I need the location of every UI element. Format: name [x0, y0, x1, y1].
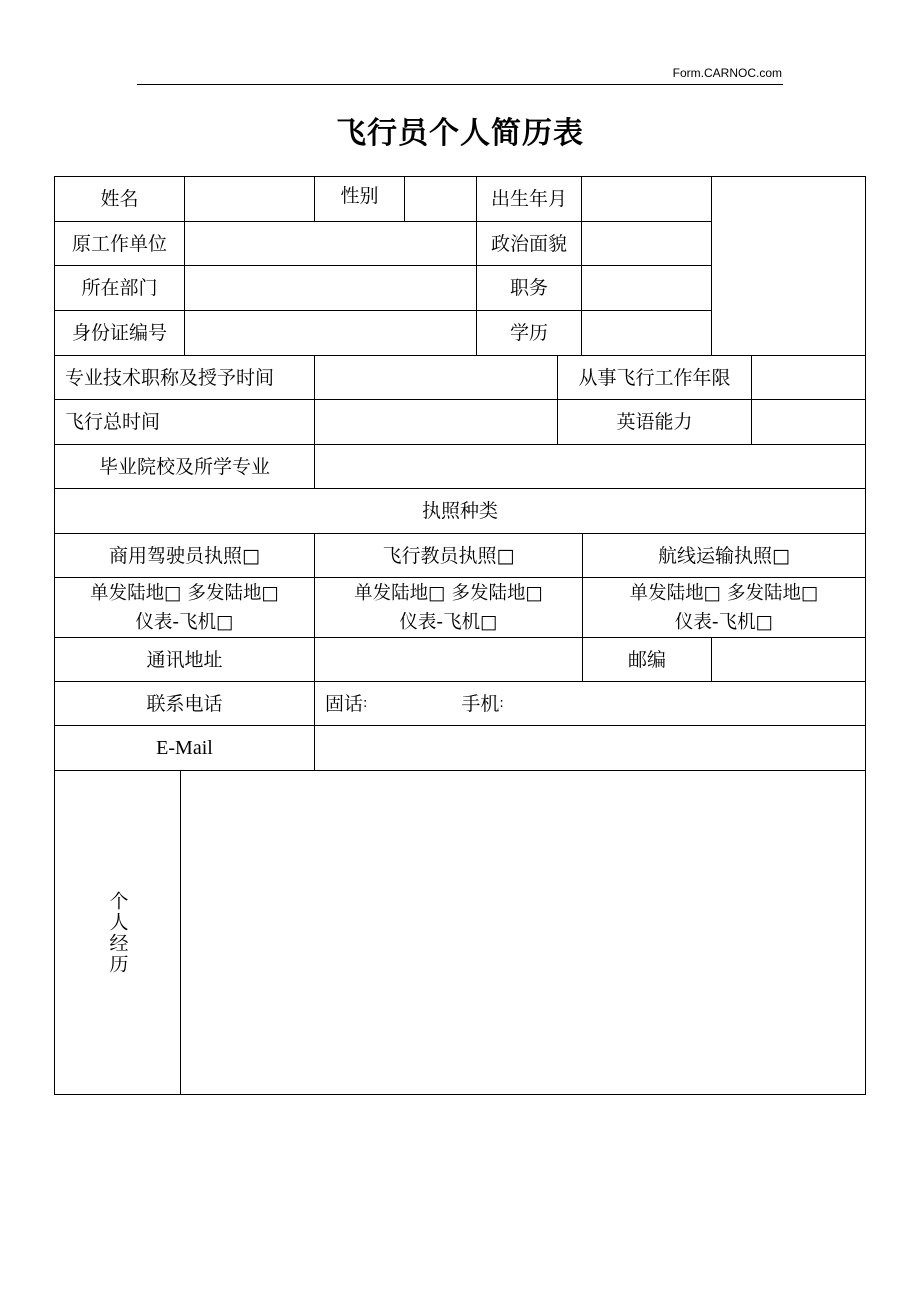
- position-label: 职务: [477, 266, 582, 311]
- political-field[interactable]: [582, 222, 712, 266]
- english-label: 英语能力: [558, 400, 752, 445]
- header-rule: [137, 84, 783, 85]
- atp-ratings-line1[interactable]: 单发陆地□ 多发陆地□: [629, 582, 819, 604]
- commercial-ratings-line1[interactable]: 单发陆地□ 多发陆地□: [90, 582, 279, 604]
- mobile-label: 手机: [461, 692, 500, 715]
- phone-label: 联系电话: [55, 682, 315, 726]
- orig-unit-label: 原工作单位: [55, 222, 185, 266]
- resume-form-table: [54, 176, 866, 1095]
- birth-field[interactable]: [582, 177, 712, 222]
- phone-field[interactable]: [315, 682, 865, 726]
- photo-box[interactable]: [712, 177, 865, 356]
- instructor-ratings-line1[interactable]: 单发陆地□ 多发陆地□: [354, 582, 543, 604]
- postcode-field[interactable]: [712, 638, 865, 682]
- atp-ratings-line2[interactable]: 仪表-飞机□: [674, 611, 774, 633]
- email-field[interactable]: [315, 726, 865, 771]
- mobile-colon: :: [499, 695, 504, 711]
- school-major-field[interactable]: [315, 445, 865, 489]
- commercial-ratings[interactable]: [55, 578, 315, 638]
- name-label: 姓名: [55, 177, 185, 222]
- title-time-label: 专业技术职称及授予时间: [55, 356, 315, 400]
- site-header: Form.CARNOC.com: [672, 66, 782, 80]
- position-field[interactable]: [582, 266, 712, 311]
- commercial-ratings-line2[interactable]: 仪表-飞机□: [135, 611, 234, 633]
- political-label: 政治面貌: [477, 222, 582, 266]
- birth-label: 出生年月: [477, 177, 582, 222]
- total-hours-label: 飞行总时间: [55, 400, 315, 445]
- department-field[interactable]: [185, 266, 477, 311]
- license-type-header: 执照种类: [55, 489, 865, 534]
- atp-ratings[interactable]: [583, 578, 865, 638]
- id-field[interactable]: [185, 311, 477, 356]
- landline-label: 固话: [325, 692, 364, 715]
- postcode-label: 邮编: [583, 638, 712, 682]
- id-label: 身份证编号: [55, 311, 185, 356]
- title-time-field[interactable]: [315, 356, 558, 400]
- experience-field[interactable]: [181, 771, 865, 1094]
- name-field[interactable]: [185, 177, 315, 222]
- flying-years-field[interactable]: [752, 356, 865, 400]
- email-label: E-Mail: [55, 726, 315, 771]
- education-label: 学历: [477, 311, 582, 356]
- flying-years-label: 从事飞行工作年限: [558, 356, 752, 400]
- orig-unit-field[interactable]: [185, 222, 477, 266]
- address-label: 通讯地址: [55, 638, 315, 682]
- page-title: 飞行员个人简历表: [336, 116, 584, 151]
- experience-label-cell: [55, 771, 181, 1094]
- total-hours-field[interactable]: [315, 400, 558, 445]
- gender-field[interactable]: [405, 177, 477, 222]
- english-field[interactable]: [752, 400, 865, 445]
- education-field[interactable]: [582, 311, 712, 356]
- instructor-ratings[interactable]: [315, 578, 583, 638]
- experience-label: 个人经历: [106, 890, 129, 975]
- department-label: 所在部门: [55, 266, 185, 311]
- license-commercial-checkbox[interactable]: 商用驾驶员执照□: [55, 534, 315, 578]
- gender-label: 性别: [315, 177, 405, 222]
- license-instructor-checkbox[interactable]: 飞行教员执照□: [315, 534, 583, 578]
- instructor-ratings-line2[interactable]: 仪表-飞机□: [399, 611, 498, 633]
- license-atp-checkbox[interactable]: 航线运输执照□: [583, 534, 865, 578]
- landline-colon: :: [363, 695, 368, 711]
- school-major-label: 毕业院校及所学专业: [55, 445, 315, 489]
- address-field[interactable]: [315, 638, 583, 682]
